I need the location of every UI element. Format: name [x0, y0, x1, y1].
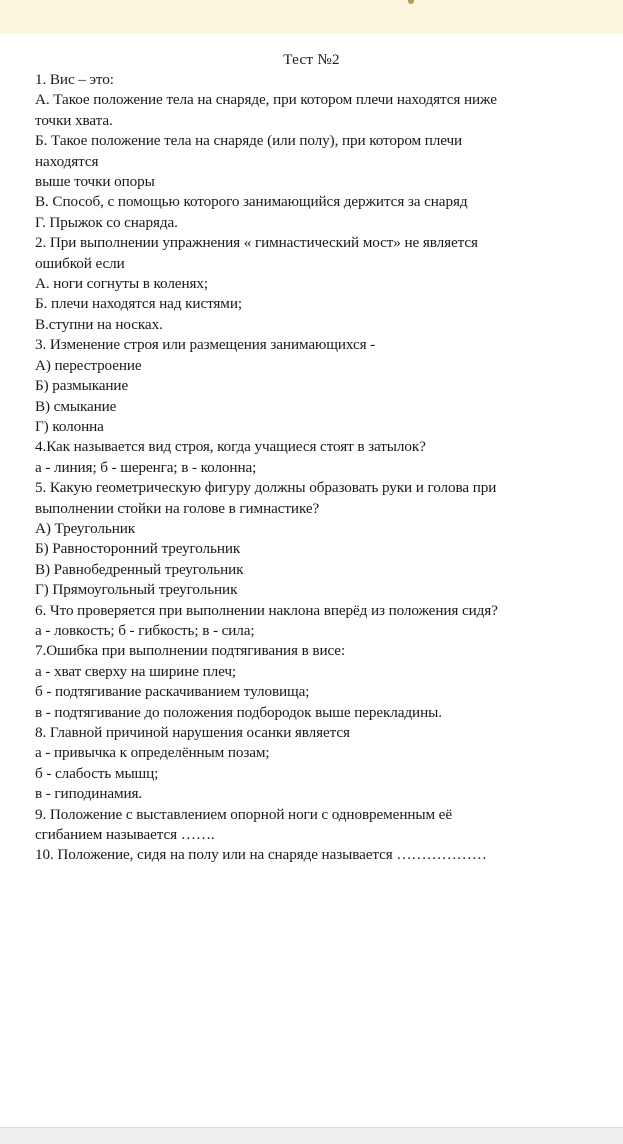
document-line: 1. Вис – это:	[35, 71, 114, 88]
document-line: В) Равнобедренный треугольник	[35, 560, 244, 578]
document-line: а - ловкость; б - гибкость; в - сила;	[35, 621, 255, 639]
document-line: а - линия; б - шеренга; в - колонна;	[35, 458, 257, 476]
document-line: В. Способ, с помощью которого занимающийся держится за снаряд	[35, 193, 468, 211]
document-line: сгибанием называется …….	[35, 826, 215, 844]
document-line: 2. При выполнении упражнения « гимнастический мост» не является	[35, 234, 478, 252]
document-line: В.ступни на носках.	[35, 315, 163, 333]
document-line: А) Треугольник	[35, 519, 136, 537]
document-line: б - подтягивание раскачиванием туловища;	[35, 683, 310, 701]
document-line: б - слабость мышц;	[35, 764, 159, 782]
document-line: Б. Такое положение тела на снаряде (или полу), при котором плечи	[35, 132, 463, 150]
document-line: в - подтягивание до положения подбородок выше перекладины.	[35, 703, 442, 721]
document-line: 4.Как называется вид строя, когда учащиеся стоят в затылок?	[35, 438, 426, 456]
document-line: ошибкой если	[35, 254, 125, 272]
document-line: Г) Прямоугольный треугольник	[35, 581, 238, 599]
document-line: находятся	[35, 152, 99, 170]
document-line: а - привычка к определённым позам;	[35, 744, 270, 762]
document-line: в - гиподинамия.	[35, 785, 143, 803]
document-line: 8. Главной причиной нарушения осанки является	[35, 724, 350, 741]
document-line: Г. Прыжок со снаряда.	[35, 213, 178, 231]
document-line: точки хвата.	[35, 111, 113, 129]
document-line: Б) размыкание	[35, 377, 129, 395]
bottom-strip	[0, 1127, 623, 1144]
document-line: А. Такое положение тела на снаряде, при котором плечи находятся ниже	[35, 91, 497, 109]
document-line: В) смыкание	[35, 397, 117, 415]
banner-marker	[408, 0, 414, 4]
test-questions	[35, 70, 613, 866]
document-line: 5. Какую геометрическую фигуру должны образовать руки и голова при	[35, 479, 497, 497]
document-line: А. ноги согнуты в коленях;	[35, 275, 208, 293]
document-line: а - хват сверху на ширине плеч;	[35, 662, 237, 680]
document-line: 10. Положение, сидя на полу или на снаряде называется ………………	[35, 846, 487, 864]
document-line: 9. Положение с выставлением опорной ноги с одновременным её	[35, 805, 452, 823]
document-line: А) перестроение	[35, 356, 142, 374]
document-line: Б) Равносторонний треугольник	[35, 540, 241, 558]
document-line: 6. Что проверяется при выполнении наклона вперёд из положения сидя?	[35, 601, 498, 619]
document-line: 3. Изменение строя или размещения занимающихся -	[35, 336, 376, 354]
top-banner	[0, 0, 623, 35]
document-line: выше точки опоры	[35, 173, 155, 191]
document-line: 7.Ошибка при выполнении подтягивания в висе:	[35, 642, 346, 660]
document-line: Г) колонна	[35, 417, 104, 435]
document-line: выполнении стойки на голове в гимнастике?	[35, 499, 320, 517]
document-line: Б. плечи находятся над кистями;	[35, 295, 242, 313]
document-title: Тест №2	[283, 52, 340, 68]
